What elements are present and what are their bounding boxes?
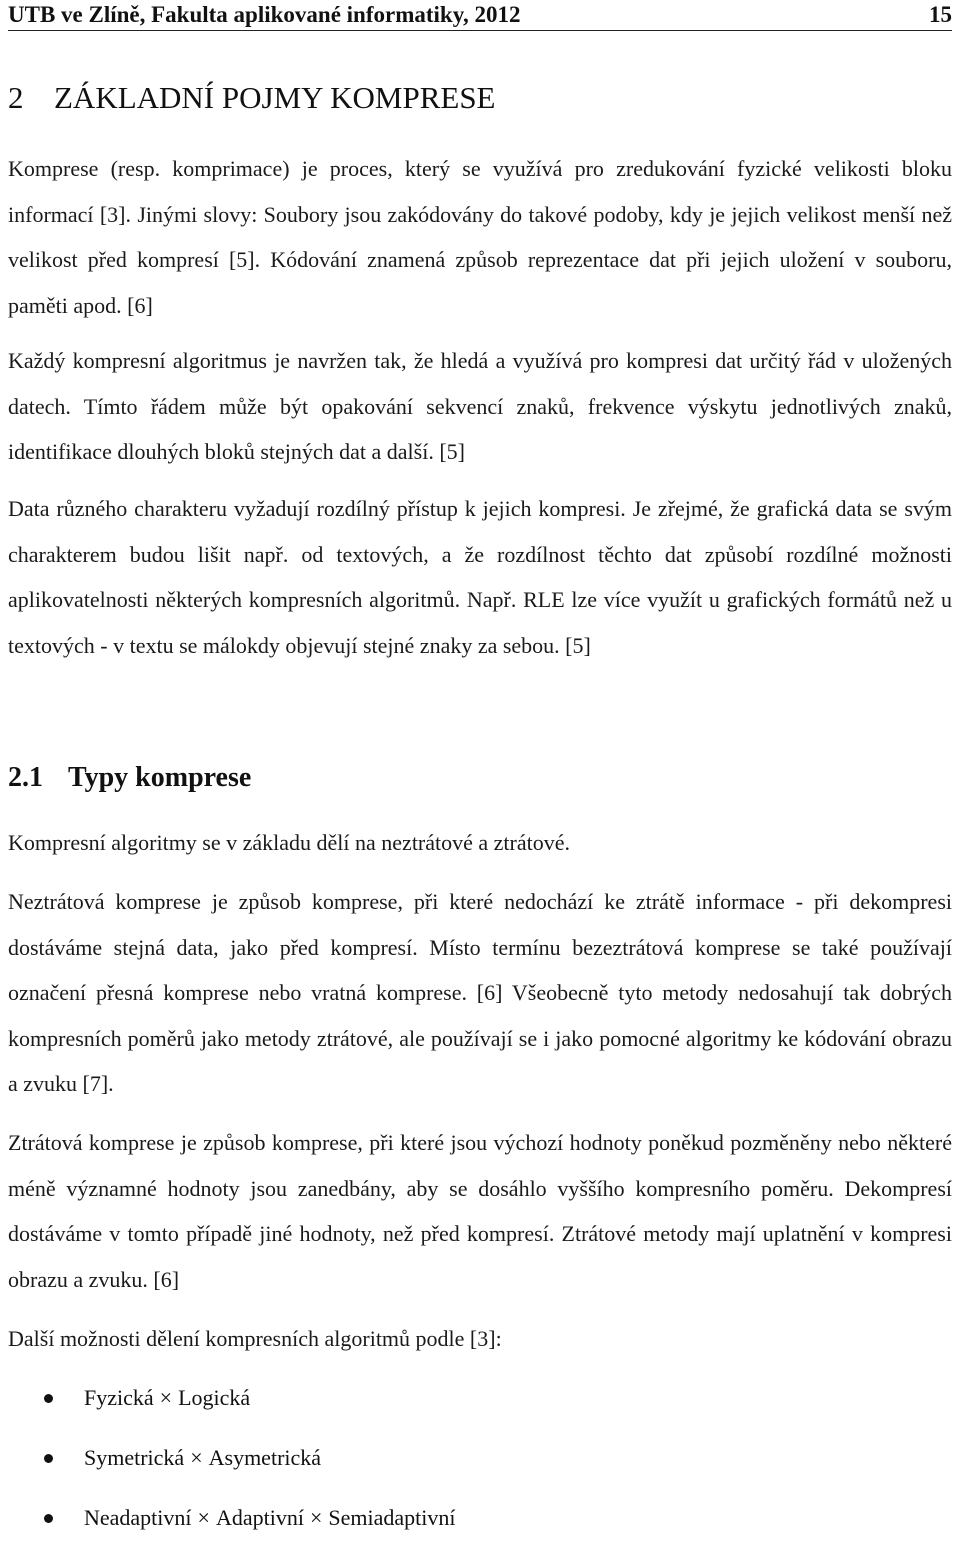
list-item-term: Asymetrická: [208, 1445, 322, 1470]
bullet-icon: [44, 1394, 53, 1403]
list-item-term: Adaptivní: [215, 1505, 304, 1530]
paragraph-lossless: Neztrátová komprese je způsob komprese, při které nedochází ke ztrátě informace - při dekompresi dostáváme stejná data, jako před kompresí. Místo termínu bezeztrátová komprese se také používají označení přesná komprese nebo vratná komprese. [6] Všeobecně tyto metody nedosahují tak dobrých kompresních poměrů jako metody ztrátové, ale používají se i jako pomocné algoritmy ke kódování obrazu a zvuku [7].: [8, 889, 952, 1097]
list-item: [0, 1432, 960, 1492]
header-title: UTB ve Zlíně, Fakulta aplikované informatiky, 2012: [8, 2, 521, 27]
subsection-number: 2.1: [8, 762, 43, 793]
list-item-term: Fyzická: [84, 1385, 154, 1410]
list-item-term: Symetrická: [84, 1445, 185, 1470]
subsection-heading: [8, 758, 251, 798]
bullet-icon: [44, 1514, 53, 1523]
list-item: [0, 1492, 960, 1552]
paragraph-data-character: Data různého charakteru vyžadují rozdílný přístup k jejich kompresi. Je zřejmé, že grafická data se svým charakterem budou lišit např. od textových, a že rozdílnost těchto dat způsobí rozdílné možnosti aplikovatelnosti některých kompresních algoritmů. Např. RLE lze více využít u grafických formátů než u textových - v textu se málokdy objevují stejné znaky za sebou. [5]: [8, 496, 952, 658]
subsection-title: Typy komprese: [68, 762, 252, 793]
times-icon: ×: [159, 1385, 173, 1410]
page-number: 15: [929, 2, 952, 27]
list-item-term: Logická: [178, 1385, 251, 1410]
page-header: [8, 0, 952, 31]
division-list: [0, 1372, 960, 1552]
paragraph-definition: Komprese (resp. komprimace) je proces, který se využívá pro zredukování fyzické velikosti bloku informací [3]. Jinými slovy: Soubory jsou zakódovány do takové podoby, kdy je jejich velikost menší než velikost před kompresí [5]. Kódování znamená způsob reprezentace dat při jejich uložení v souboru, paměti apod. [6]: [8, 156, 952, 318]
chapter-heading: [8, 78, 496, 118]
chapter-title: ZÁKLADNÍ POJMY KOMPRESE: [54, 80, 496, 115]
chapter-number: 2: [8, 80, 24, 115]
bullet-icon: [44, 1454, 53, 1463]
list-item: [0, 1372, 960, 1432]
list-item-term: Neadaptivní: [84, 1505, 192, 1530]
paragraph-lossy: Ztrátová komprese je způsob komprese, při které jsou výchozí hodnoty poněkud pozměněny nebo některé méně významné hodnoty jsou zanedbány, aby se dosáhlo vyššího kompresního poměru. Dekompresí dostáváme v tomto případě jiné hodnoty, než před kompresí. Ztrátové metody mají uplatnění v kompresi obrazu a zvuku. [6]: [8, 1130, 952, 1292]
paragraph-algorithm-order: Každý kompresní algoritmus je navržen tak, že hledá a využívá pro kompresi dat určitý řád v uložených datech. Tímto řádem může být opakování sekvencí znaků, frekvence výskytu jednotlivých znaků, identifikace dlouhých bloků stejných dat a další. [5]: [8, 348, 952, 465]
paragraph-types-intro: Kompresní algoritmy se v základu dělí na neztrátové a ztrátové.: [8, 830, 571, 855]
paragraph-other-division: Další možnosti dělení kompresních algoritmů podle [3]:: [8, 1326, 502, 1351]
times-icon: ×: [309, 1505, 323, 1530]
list-item-term: Semiadaptivní: [328, 1505, 456, 1530]
times-icon: ×: [190, 1445, 203, 1470]
times-icon: ×: [197, 1505, 210, 1530]
